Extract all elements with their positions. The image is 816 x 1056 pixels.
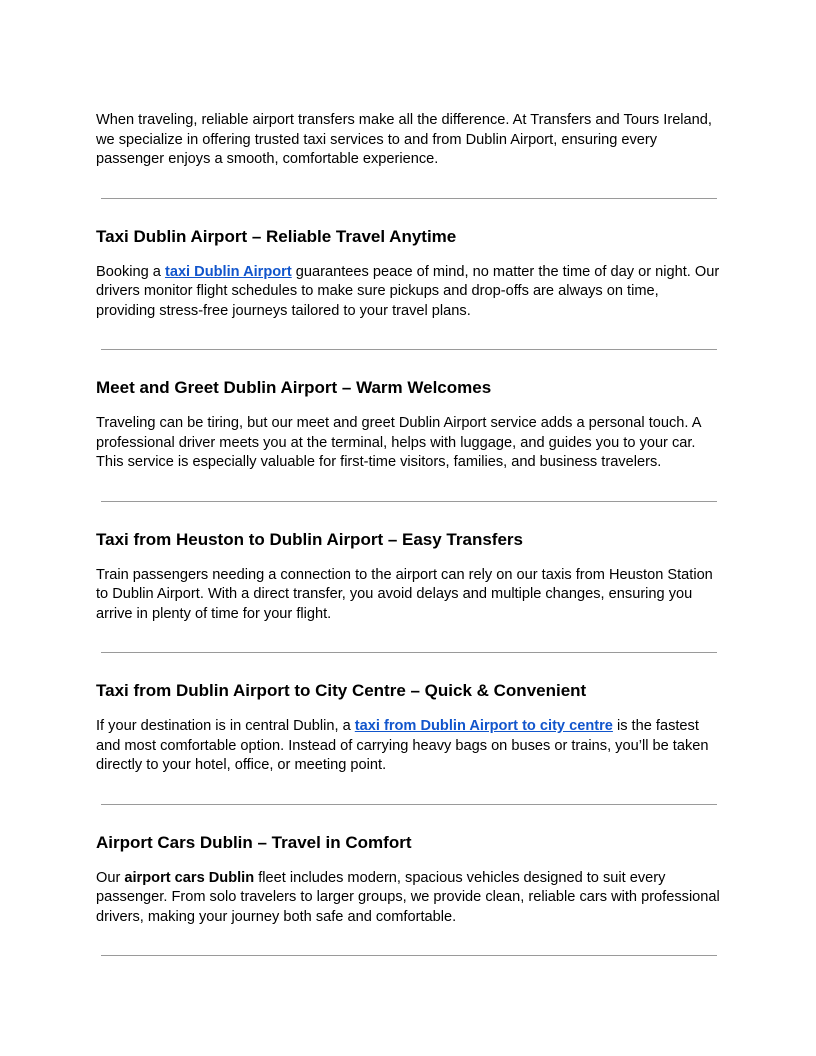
section-airport-cars [96,832,720,957]
section-divider [101,501,717,502]
section-paragraph [96,263,720,322]
document-page [96,111,720,956]
taxi-dublin-airport-link[interactable]: taxi Dublin Airport [164,263,292,280]
intro-paragraph: When traveling, reliable airport transfers make all the difference. At Transfers and Tours Ireland, we specialize in offering trusted taxi services to and from Dublin Airport, ensuring every passenger enjoys a smooth, comfortable experience. [96,112,712,167]
section-meet-and-greet [96,377,720,502]
section-divider [101,652,717,653]
section-city-centre [96,680,720,805]
section-divider [101,955,717,956]
section-paragraph: Traveling can be tiring, but our meet and greet Dublin Airport service adds a personal touch. A professional driver meets you at the terminal, helps with luggage, and guides you to your car. This service is especially valuable for first-time visitors, families, and business travelers. [96,415,701,470]
section-heading: Taxi from Heuston to Dublin Airport – Easy Transfers [96,529,523,549]
section-paragraph [96,717,720,776]
section-heading: Airport Cars Dublin – Travel in Comfort [96,832,412,852]
section-divider [101,198,717,199]
section-heading: Meet and Greet Dublin Airport – Warm Welcomes [96,378,492,397]
section-paragraph: Train passengers needing a connection to the airport can rely on our taxis from Heuston Station to Dublin Airport. With a direct transfer, you avoid delays and multiple changes, ensuring you arrive in plenty of time for your flight. [96,566,713,622]
section-taxi-dublin-airport [96,226,720,351]
paragraph-text: If your destination is in central Dublin, a [96,718,355,734]
paragraph-text: Booking a [96,263,165,280]
paragraph-text: fleet includes modern, spacious vehicles designed to suit every passenger. From solo travelers to larger groups, we provide clean, reliable cars with professional drivers, making your journey both safe and comfortable. [96,869,720,925]
paragraph-text: is the fastest and most comfortable option. Instead of carrying heavy bags on buses or trains, you’ll be taken directly to your hotel, office, or meeting point. [96,718,709,773]
section-heading: Taxi Dublin Airport – Reliable Travel Anytime [96,226,457,246]
paragraph-text: guarantees peace of mind, no matter the time of day or night. Our drivers monitor flight schedules to make sure pickups and drop-offs are always on time, providing stress-free journeys tailored to your travel plans. [96,263,720,319]
section-divider [101,804,717,805]
section-divider [101,349,717,350]
paragraph-text: Our [96,869,125,886]
bold-phrase: airport cars Dublin [124,869,255,886]
section-heuston-transfer [96,529,720,654]
section-heading: Taxi from Dublin Airport to City Centre – Quick & Convenient [96,681,587,700]
section-paragraph [96,869,720,928]
city-centre-taxi-link[interactable]: taxi from Dublin Airport to city centre [354,718,613,734]
